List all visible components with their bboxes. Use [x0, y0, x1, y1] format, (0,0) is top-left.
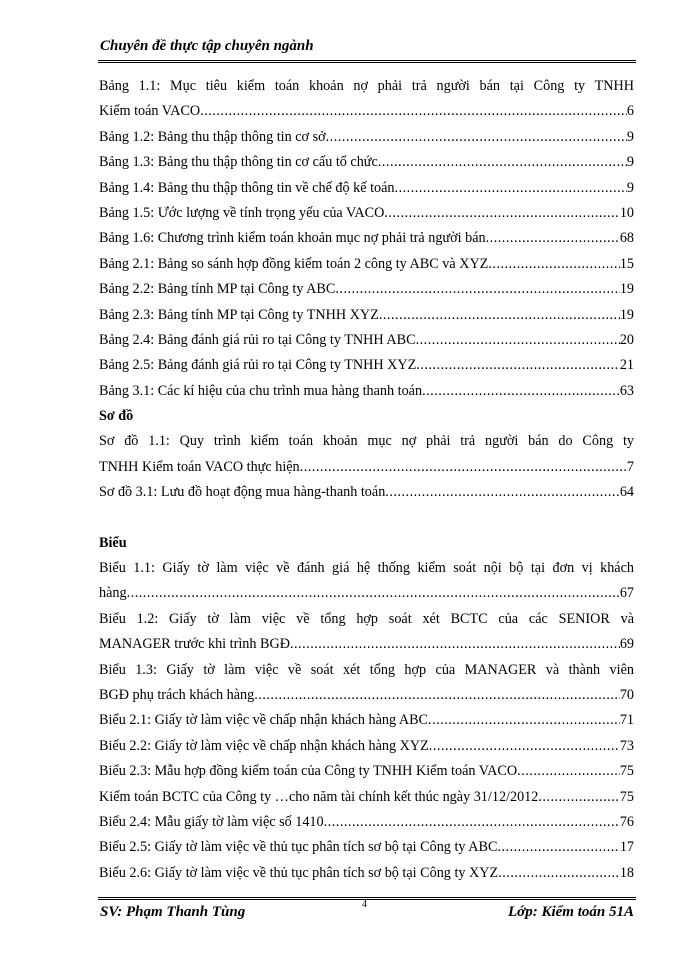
so-do-entry[interactable]: [99, 480, 634, 505]
entry-title-row: [99, 379, 634, 404]
bang-entry[interactable]: [99, 353, 634, 378]
entry-page-number: 19: [619, 306, 634, 323]
bieu-entry[interactable]: [99, 556, 634, 607]
bang-list: [99, 74, 634, 404]
so-do-entry[interactable]: [99, 429, 634, 480]
entry-title-row: [99, 99, 634, 124]
entry-page-number: 75: [619, 788, 634, 805]
entry-page-number: 21: [619, 357, 634, 374]
dot-leader: [335, 277, 619, 302]
bang-entry[interactable]: [99, 125, 634, 150]
entry-title: Biểu 2.6: Giấy tờ làm việc về thủ tục phân tích sơ bộ tại Công ty XYZ: [99, 864, 499, 881]
entry-title: Bảng 2.1: Bảng so sánh hợp đồng kiểm toán 2 công ty ABC và XYZ: [99, 255, 489, 272]
entry-title: TNHH Kiểm toán VACO thực hiện: [99, 458, 300, 475]
dot-leader: [538, 785, 619, 810]
bang-entry[interactable]: [99, 201, 634, 226]
entry-page-number: 17: [619, 839, 634, 856]
dot-leader: [254, 683, 620, 708]
entry-title-row: [99, 835, 634, 860]
entry-title-row: [99, 277, 634, 302]
bieu-entry[interactable]: [99, 658, 634, 709]
entry-page-number: 67: [619, 585, 634, 602]
dot-leader: [324, 810, 620, 835]
entry-title-row: [99, 176, 634, 201]
bieu-heading: Biểu: [99, 534, 127, 551]
entry-page-number: 9: [626, 128, 634, 145]
bang-entry[interactable]: [99, 74, 634, 125]
entry-page-number: 75: [619, 763, 634, 780]
entry-page-number: 64: [619, 484, 634, 501]
entry-title: Biểu 2.3: Mẫu hợp đồng kiểm toán của Công ty TNHH Kiểm toán VACO: [99, 763, 518, 780]
dot-leader: [290, 632, 620, 657]
entry-title-row: [99, 785, 634, 810]
entry-title-row: [99, 150, 634, 175]
so-do-heading: Sơ đồ: [99, 408, 134, 425]
dot-leader: [422, 379, 620, 404]
bieu-entry[interactable]: [99, 810, 634, 835]
entry-text-line: Biểu 1.3: Giấy tờ làm việc về soát xét tổng hợp của MANAGER và thành viên: [99, 661, 634, 678]
entry-title-row: [99, 455, 634, 480]
entry-page-number: 76: [619, 813, 634, 830]
dot-leader: [428, 708, 620, 733]
bieu-entry[interactable]: [99, 861, 634, 886]
entry-title-row: [99, 353, 634, 378]
entry-title-row: [99, 581, 634, 606]
entry-title-row: [99, 683, 634, 708]
entry-page-number: 20: [619, 331, 634, 348]
entry-title: Bảng 3.1: Các kí hiệu của chu trình mua hàng thanh toán: [99, 382, 423, 399]
entry-title: Sơ đồ 3.1: Lưu đồ hoạt động mua hàng-thanh toán: [99, 484, 386, 501]
dot-leader: [429, 734, 620, 759]
bang-entry[interactable]: [99, 150, 634, 175]
entry-title: Biểu 2.2: Giấy tờ làm việc về chấp nhận khách hàng XYZ: [99, 737, 429, 754]
dot-leader: [488, 252, 619, 277]
dot-leader: [378, 150, 627, 175]
entry-page-number: 7: [626, 458, 634, 475]
section-gap: [99, 506, 634, 531]
entry-page-number: 19: [619, 281, 634, 298]
entry-page-number: 9: [626, 154, 634, 171]
entry-title: Bảng 2.3: Bảng tính MP tại Công ty TNHH XYZ: [99, 306, 379, 323]
entry-title: Bảng 1.4: Bảng thu thập thông tin về chế độ kế toán: [99, 179, 395, 196]
entry-title-row: [99, 861, 634, 886]
entry-title: Biểu 2.4: Mẫu giấy tờ làm việc số 1410: [99, 813, 324, 830]
dot-leader: [200, 99, 627, 124]
entry-page-number: 70: [619, 686, 634, 703]
entry-page-number: 6: [626, 103, 634, 120]
page-header-title: Chuyên đề thực tập chuyên ngành: [100, 38, 314, 54]
footer-student: SV: Phạm Thanh Tùng: [100, 904, 246, 920]
entry-title-row: [99, 810, 634, 835]
entry-title-row: [99, 632, 634, 657]
entry-page-number: 69: [619, 636, 634, 653]
entry-title: Biểu 2.5: Giấy tờ làm việc về thủ tục phân tích sơ bộ tại Công ty ABC: [99, 839, 498, 856]
header-rule: [98, 60, 636, 63]
entry-page-number: 73: [619, 737, 634, 754]
entry-page-number: 18: [619, 864, 634, 881]
entry-page-number: 71: [619, 712, 634, 729]
entry-text-line: Biểu 1.2: Giấy tờ làm việc về tổng hợp soát xét BCTC của các SENIOR và: [99, 610, 634, 627]
bang-entry[interactable]: [99, 303, 634, 328]
entry-title-row: [99, 734, 634, 759]
page-number: 4: [362, 899, 367, 910]
dot-leader: [385, 480, 620, 505]
entry-page-number: 15: [619, 255, 634, 272]
entry-text-line: Biểu 1.1: Giấy tờ làm việc về đánh giá hệ thống kiểm soát nội bộ tại đơn vị khách: [99, 560, 634, 577]
entry-title: Kiểm toán VACO: [99, 103, 201, 120]
entry-title: Bảng 1.5: Ước lượng về tính trọng yếu của VACO: [99, 204, 385, 221]
entry-title: BGĐ phụ trách khách hàng: [99, 686, 255, 703]
entry-title: Kiểm toán BCTC của Công ty …cho năm tài chính kết thúc ngày 31/12/2012: [99, 788, 539, 805]
bieu-entry[interactable]: [99, 759, 634, 784]
entry-title: Bảng 1.2: Bảng thu thập thông tin cơ sở: [99, 128, 326, 145]
dot-leader: [326, 125, 627, 150]
bang-entry[interactable]: [99, 328, 634, 353]
bieu-list: [99, 556, 634, 886]
entry-title-row: [99, 480, 634, 505]
bang-entry[interactable]: [99, 379, 634, 404]
table-of-contents: [99, 74, 634, 886]
entry-title-row: [99, 125, 634, 150]
bang-entry[interactable]: [99, 176, 634, 201]
dot-leader: [379, 303, 620, 328]
dot-leader: [395, 176, 627, 201]
entry-title: Bảng 2.4: Bảng đánh giá rủi ro tại Công ty TNHH ABC: [99, 331, 416, 348]
entry-title-row: [99, 201, 634, 226]
dot-leader: [486, 226, 620, 251]
entry-title: Bảng 2.5: Bảng đánh giá rủi ro tại Công ty TNHH XYZ: [99, 357, 417, 374]
dot-leader: [127, 581, 620, 606]
dot-leader: [497, 835, 619, 860]
entry-title: MANAGER trước khi trình BGĐ: [99, 636, 290, 653]
bieu-entry[interactable]: [99, 607, 634, 658]
entry-title: Bảng 2.2: Bảng tính MP tại Công ty ABC: [99, 281, 336, 298]
entry-title-row: [99, 708, 634, 733]
dot-leader: [517, 759, 620, 784]
bang-entry[interactable]: [99, 252, 634, 277]
entry-title-row: [99, 252, 634, 277]
dot-leader: [498, 861, 620, 886]
entry-title: Bảng 1.3: Bảng thu thập thông tin cơ cấu tổ chức: [99, 154, 378, 171]
bieu-entry[interactable]: [99, 785, 634, 810]
entry-page-number: 9: [626, 179, 634, 196]
bieu-entry[interactable]: [99, 708, 634, 733]
so-do-list: [99, 429, 634, 505]
entry-title: hàng: [99, 585, 127, 602]
dot-leader: [416, 353, 619, 378]
entry-text-line: Bảng 1.1: Mục tiêu kiểm toán khoản nợ phải trả người bán tại Công ty TNHH: [99, 78, 634, 94]
entry-title-row: [99, 226, 634, 251]
entry-title: Bảng 1.6: Chương trình kiểm toán khoản mục nợ phải trả người bán: [99, 230, 486, 247]
entry-title-row: [99, 759, 634, 784]
entry-title-row: [99, 303, 634, 328]
bieu-entry[interactable]: [99, 835, 634, 860]
entry-page-number: 68: [619, 230, 634, 247]
entry-title-row: [99, 328, 634, 353]
bang-entry[interactable]: [99, 277, 634, 302]
dot-leader: [300, 455, 627, 480]
entry-text-line: Sơ đồ 1.1: Quy trình kiểm toán khoản mục nợ phải trả người bán do Công ty: [99, 433, 634, 450]
bang-entry[interactable]: [99, 226, 634, 251]
entry-page-number: 63: [619, 382, 634, 399]
entry-page-number: 10: [619, 204, 634, 221]
footer-rule: [98, 897, 636, 900]
dot-leader: [384, 201, 619, 226]
dot-leader: [416, 328, 620, 353]
footer-class: Lớp: Kiểm toán 51A: [508, 904, 634, 920]
bieu-entry[interactable]: [99, 734, 634, 759]
entry-title: Biểu 2.1: Giấy tờ làm việc về chấp nhận khách hàng ABC: [99, 712, 429, 729]
